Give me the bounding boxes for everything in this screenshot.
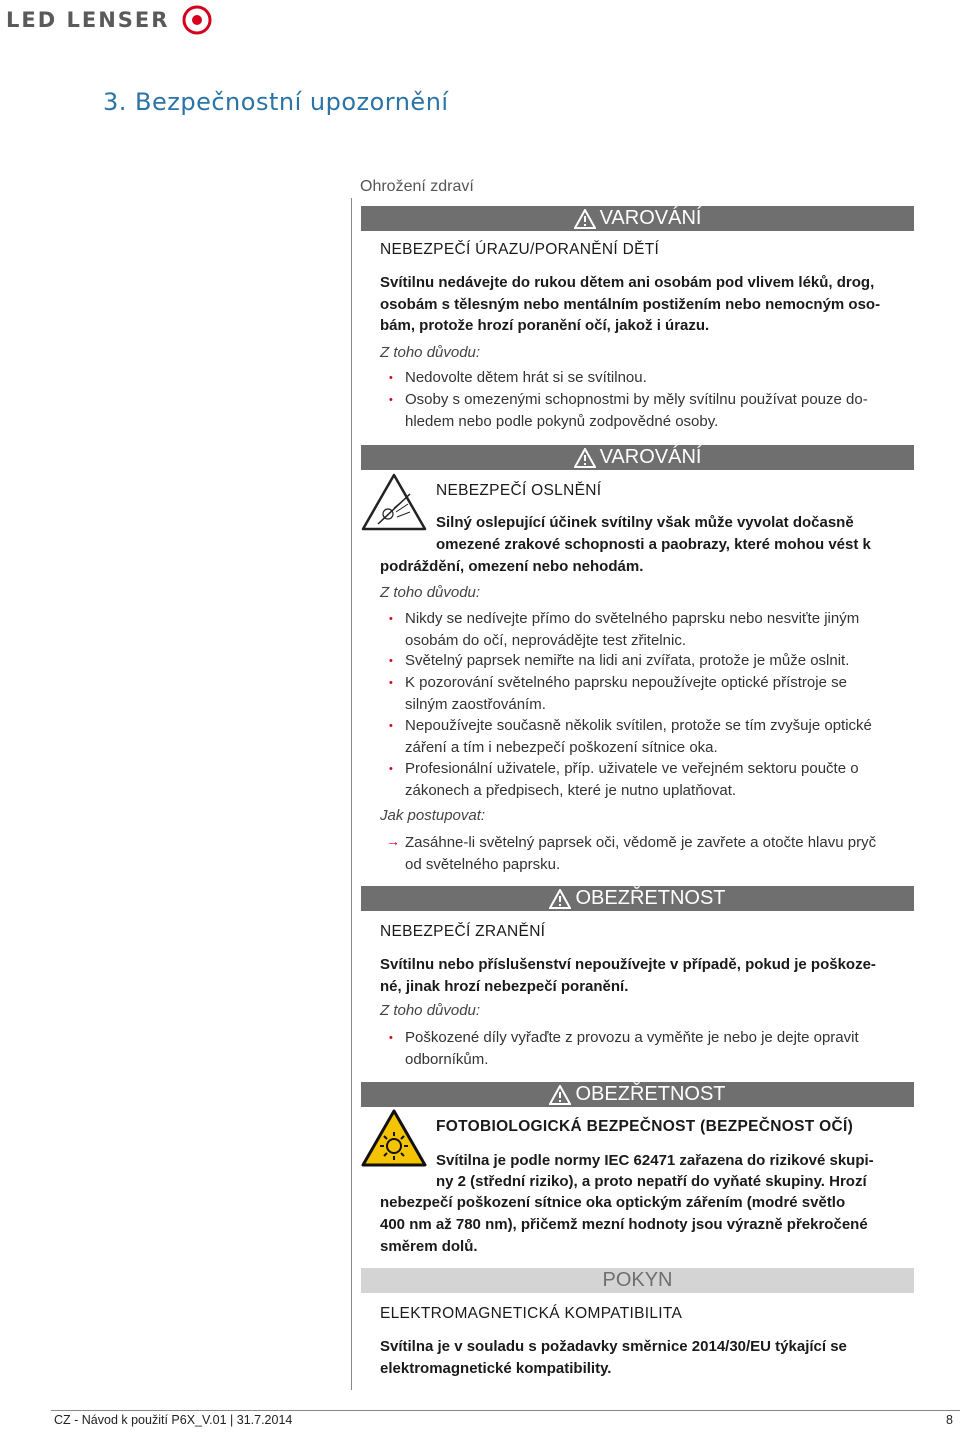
bullet-item: Nedovolte dětem hrát si se svítilnou. bbox=[405, 369, 647, 386]
bullet-line: Profesionální uživatele, příp. uživatele ve veřejném sektoru poučte o bbox=[405, 760, 859, 777]
hazard-text-line: Svítilnu nebo příslušenství nepoužívejte v případě, pokud je poškoze- bbox=[380, 956, 876, 973]
action-line: Zasáhne-li světelný paprsek oči, vědomě je zavřete a otočte hlavu pryč bbox=[405, 834, 877, 851]
hazard-text-line: Svítilna je podle normy IEC 62471 zařazena do rizikové skupi- bbox=[436, 1152, 874, 1169]
reason-label-1: Z toho důvodu: bbox=[380, 344, 481, 361]
bullet-line: záření a tím i nebezpečí poškození sítnice oka. bbox=[405, 738, 718, 756]
banner-label: OBEZŘETNOST bbox=[575, 887, 726, 909]
bullet-item: Světelný paprsek nemiřte na lidi ani zvířata, protože je může oslnit. bbox=[405, 652, 850, 669]
bullet-item bbox=[405, 672, 847, 715]
hazard-text-line: bám, protože hrozí poranění očí, jakož i úrazu. bbox=[380, 317, 710, 334]
hazard-text-3 bbox=[380, 954, 876, 997]
warning-banner-1 bbox=[361, 206, 914, 231]
warning-triangle-icon bbox=[549, 1085, 571, 1105]
bullet-icon: • bbox=[389, 677, 393, 689]
bullet-icon: • bbox=[389, 613, 393, 625]
bullet-item bbox=[405, 758, 859, 801]
hazard-heading-4: FOTOBIOLOGICKÁ BEZPEČNOST (BEZPEČNOST OČÍ) bbox=[436, 1118, 854, 1135]
hazard-text-line: né, jinak hrozí nebezpečí poranění. bbox=[380, 977, 629, 995]
bullet-icon: • bbox=[389, 394, 393, 406]
bullet-line: odborníkům. bbox=[405, 1050, 489, 1068]
hazard-text-line: Silný oslepující účinek svítilny však může vyvolat dočasně bbox=[436, 514, 854, 531]
caution-banner-1 bbox=[361, 886, 914, 911]
hazard-heading-3: NEBEZPEČÍ ZRANĚNÍ bbox=[380, 923, 546, 940]
logo-circle-icon bbox=[182, 5, 212, 35]
bullet-line: zákonech a předpisech, které je nutno uplatňovat. bbox=[405, 781, 737, 799]
note-text-line: Svítilna je v souladu s požadavky směrnice 2014/30/EU týkající se bbox=[380, 1338, 847, 1355]
bullet-line: Nepoužívejte současně několik svítilen, protože se tím zvyšuje optické bbox=[405, 717, 872, 734]
banner-label: VAROVÁNÍ bbox=[599, 207, 702, 229]
footer-divider bbox=[51, 1410, 960, 1411]
hazard-text-line: ny 2 (střední riziko), a proto nepatří do vyňaté skupiny. Hrozí bbox=[436, 1173, 867, 1190]
note-heading: ELEKTROMAGNETICKÁ KOMPATIBILITA bbox=[380, 1305, 683, 1322]
bullet-line: Poškozené díly vyřaďte z provozu a vyměňte je nebo je dejte opravit bbox=[405, 1029, 859, 1046]
bullet-item bbox=[405, 1027, 859, 1070]
reason-label-2: Z toho důvodu: bbox=[380, 584, 481, 601]
bullet-line: hledem nebo podle pokynů zodpovědné osoby. bbox=[405, 412, 719, 430]
hazard-heading-1: NEBEZPEČÍ ÚRAZU/PORANĚNÍ DĚTÍ bbox=[380, 241, 660, 258]
optical-radiation-warning-icon bbox=[360, 1108, 428, 1168]
note-banner bbox=[361, 1268, 914, 1293]
bullet-item bbox=[405, 608, 859, 651]
banner-label: VAROVÁNÍ bbox=[599, 446, 702, 468]
brand-logo-text: LED LENSER bbox=[6, 8, 170, 32]
action-label: Jak postupovat: bbox=[380, 807, 486, 824]
bullet-icon: • bbox=[389, 763, 393, 775]
reason-label-3: Z toho důvodu: bbox=[380, 1002, 481, 1019]
hazard-text-line: 400 nm až 780 nm), přičemž mezní hodnoty jsou výrazně překročené bbox=[380, 1216, 868, 1233]
caution-banner-2 bbox=[361, 1082, 914, 1107]
bullet-icon: • bbox=[389, 720, 393, 732]
bullet-line: silným zaostřováním. bbox=[405, 695, 546, 713]
bullet-line: Osoby s omezenými schopnostmi by měly svítilnu používat pouze do- bbox=[405, 391, 868, 408]
bullet-line: Nikdy se nedívejte přímo do světelného paprsku nebo nesviťte jiným bbox=[405, 610, 860, 627]
chapter-title: 3. Bezpečnostní upozornění bbox=[103, 88, 449, 116]
glare-warning-icon bbox=[360, 472, 428, 532]
hazard-text-line: osobám s tělesným nebo mentálním postižením nebo nemocným oso- bbox=[380, 295, 881, 313]
hazard-text-line: Svítilnu nedávejte do rukou dětem ani osobám pod vlivem léků, drog, bbox=[380, 274, 875, 291]
hazard-text-line: omezené zrakové schopnosti a paobrazy, které mohou vést k bbox=[436, 536, 871, 553]
bullet-icon: • bbox=[389, 372, 393, 384]
hazard-heading-2: NEBEZPEČÍ OSLNĚNÍ bbox=[436, 482, 602, 499]
hazard-text-line: nebezpečí poškození sítnice oka optickým zářením (modré světlo bbox=[380, 1194, 846, 1211]
arrow-right-icon: → bbox=[386, 833, 400, 849]
note-text bbox=[380, 1336, 847, 1379]
bullet-line: K pozorování světelného paprsku nepoužívejte optické přístroje se bbox=[405, 674, 847, 691]
bullet-item bbox=[405, 389, 868, 432]
banner-label: POKYN bbox=[602, 1269, 673, 1291]
hazard-text-line: podráždění, omezení nebo nehodám. bbox=[380, 558, 644, 575]
section-divider bbox=[351, 198, 352, 1390]
section-title: Ohrožení zdraví bbox=[360, 178, 474, 195]
action-line: od světelného paprsku. bbox=[405, 855, 561, 873]
hazard-text-line: směrem dolů. bbox=[380, 1238, 478, 1255]
bullet-item bbox=[405, 715, 872, 758]
footer-text: CZ - Návod k použití P6X_V.01 | 31.7.2014 bbox=[54, 1413, 293, 1427]
bullet-line: osobám do očí, neprovádějte test zřitelnic. bbox=[405, 631, 686, 649]
brand-logo bbox=[6, 4, 216, 38]
warning-banner-2 bbox=[361, 445, 914, 470]
page-number: 8 bbox=[946, 1413, 953, 1427]
action-item bbox=[405, 832, 876, 875]
warning-triangle-icon bbox=[549, 889, 571, 909]
warning-triangle-icon bbox=[574, 448, 596, 468]
note-text-line: elektromagnetické kompatibility. bbox=[380, 1359, 612, 1377]
bullet-icon: • bbox=[389, 1032, 393, 1044]
hazard-text-1 bbox=[380, 272, 880, 337]
banner-label: OBEZŘETNOST bbox=[575, 1083, 726, 1105]
bullet-icon: • bbox=[389, 655, 393, 667]
warning-triangle-icon bbox=[574, 209, 596, 229]
